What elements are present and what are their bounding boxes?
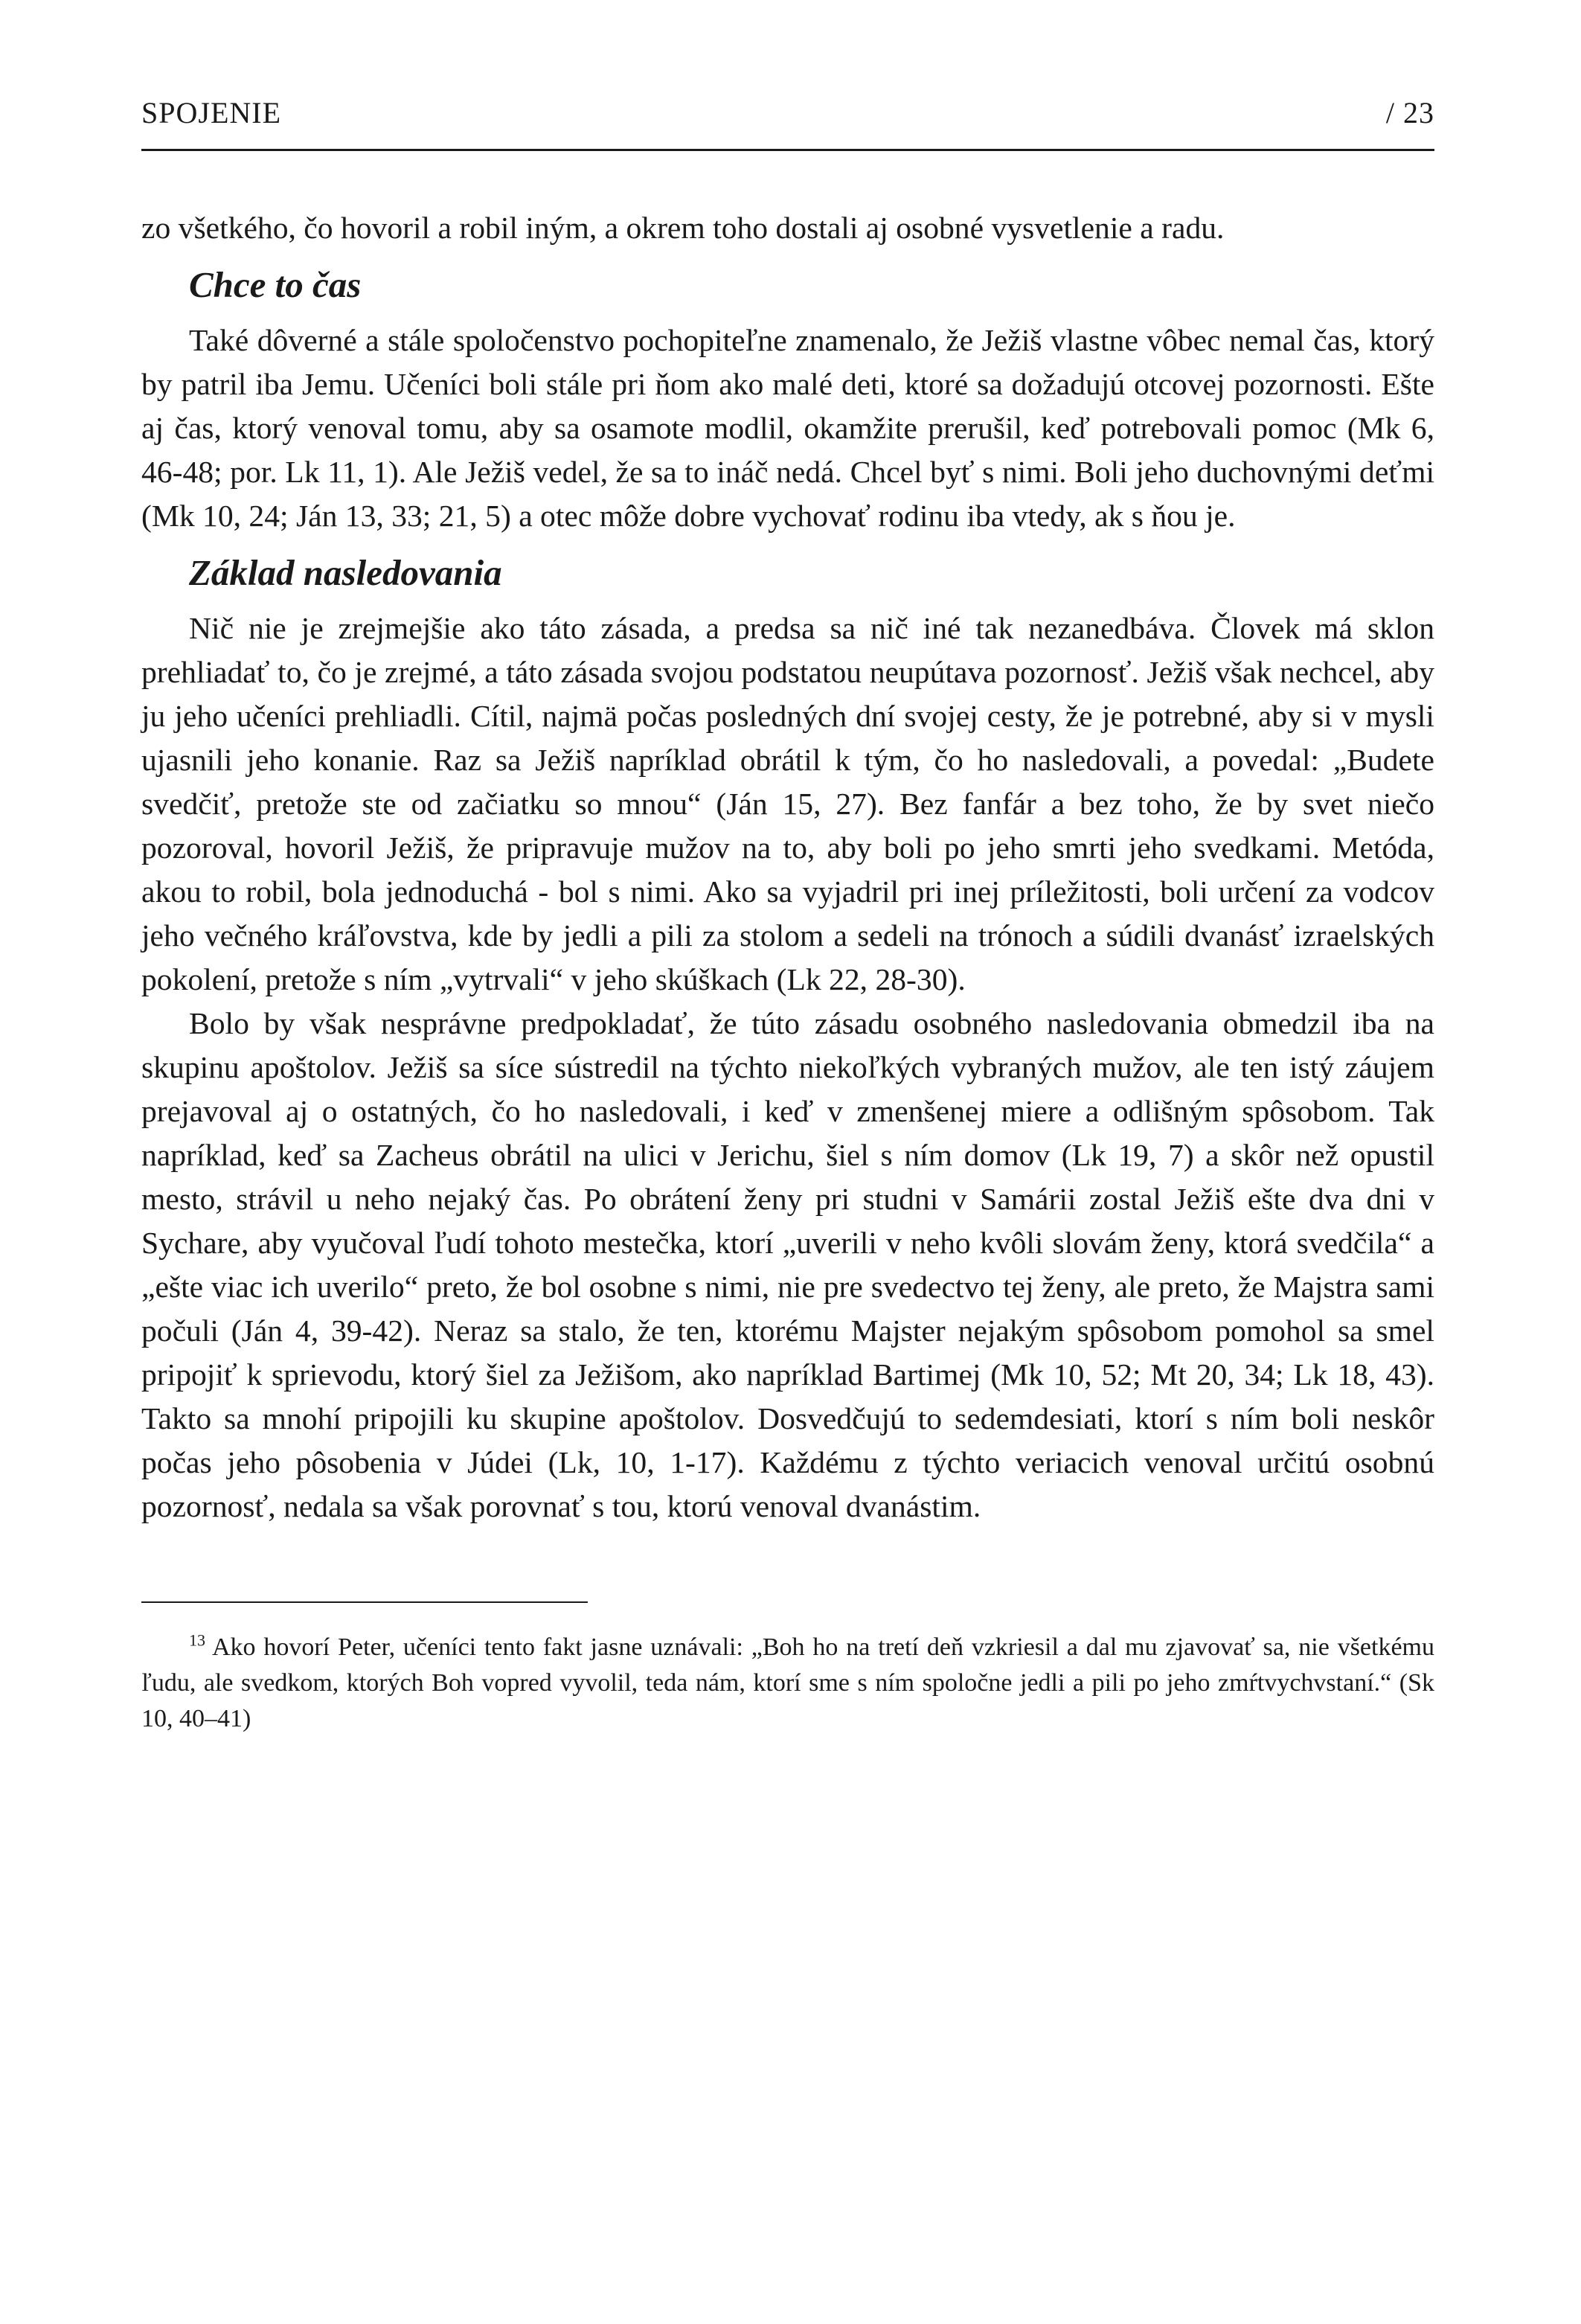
footnote-text: Ako hovorí Peter, učeníci tento fakt jasne uznávali: „Boh ho na tretí deň vzkriesil a dal mu zjavovať sa, nie všetkému ľudu, ale svedkom, ktorých Boh vopred vyvolil, teda nám, ktorí sme s ním spoločne jedli a pili po jeho zmŕtvychvstaní.“ (Sk 10, 40–41) (141, 1633, 1434, 1732)
paragraph-intro: zo všetkého, čo hovoril a robil iným, a okrem toho dostali aj osobné vysvetlenie a radu. (141, 211, 1225, 245)
section-heading-zaklad-nasledovania: Základ nasledovania (189, 552, 502, 593)
book-page (141, 95, 1434, 1737)
header-rule (141, 149, 1434, 151)
section-heading-chce-to-cas: Chce to čas (189, 264, 362, 305)
paragraph-3: Bolo by však nesprávne predpokladať, že túto zásadu osobného nasledovania obmedzil iba na skupinu apoštolov. Ježiš sa síce sústredil na týchto niekoľkých vybraných mužov, ale ten istý záujem prejavoval aj o ostatných, čo ho nasledovali, i keď v zmenšenej miere a odlišným spôsobom. Tak napríklad, keď sa Zacheus obrátil na ulici v Jerichu, šiel s ním domov (Lk 19, 7) a skôr než opustil mesto, strávil u neho nejaký čas. Po obrátení ženy pri studni v Samárii zostal Ježiš ešte dva dni v Sychare, aby vyučoval ľudí tohoto mestečka, ktorí „uverili v neho kvôli slovám ženy, ktorá svedčila“ a „ešte viac ich uverilo“ preto, že bol osobne s nimi, nie pre svedectvo tej ženy, ale preto, že Majstra sami počuli (Ján 4, 39-42). Neraz sa stalo, že ten, ktorému Majster nejakým spôsobom pomohol sa smel pripojiť k sprievodu, ktorý šiel za Ježišom, ako napríklad Bartimej (Mk 10, 52; Mt 20, 34; Lk 18, 43). Takto sa mnohí pripojili ku skupine apoštolov. Dosvedčujú to sedemdesiati, ktorí s ním boli neskôr počas jeho pôsobenia v Júdei (Lk, 10, 1-17). Každému z týchto veriacich venoval určitú osobnú pozornosť, nedala sa však porovnať s tou, ktorú venoval dvanástim. (141, 1006, 1434, 1523)
page-number: / 23 (1385, 96, 1434, 129)
paragraph-1: Také dôverné a stále spoločenstvo pochopiteľne znamenalo, že Ježiš vlastne vôbec nemal čas, ktorý by patril iba Jemu. Učeníci boli stále pri ňom ako malé deti, ktoré sa dožadujú otcovej pozornosti. Ešte aj čas, ktorý venoval tomu, aby sa osamote modlil, okamžite prerušil, keď potrebovali pomoc (Mk 6, 46-48; por. Lk 11, 1). Ale Ježiš vedel, že sa to ináč nedá. Chcel byť s nimi. Boli jeho duchovnými deťmi (Mk 10, 24; Ján 13, 33; 21, 5) a otec môže dobre vychovať rodinu iba vtedy, ak s ňou je. (141, 323, 1434, 533)
running-title: SPOJENIE (141, 96, 282, 129)
body-text (141, 206, 1434, 1528)
footnote-marker: 13 (189, 1630, 205, 1650)
footnote (141, 1630, 1434, 1737)
footnote-rule (141, 1601, 588, 1603)
running-header (141, 95, 1434, 147)
paragraph-2: Nič nie je zrejmejšie ako táto zásada, a predsa sa nič iné tak nezanedbáva. Človek má sklon prehliadať to, čo je zrejmé, a táto zásada svojou podstatou neupútava pozornosť. Ježiš však nechcel, aby ju jeho učeníci prehliadli. Cítil, najmä počas posledných dní svojej cesty, že je potrebné, aby si v mysli ujasnili jeho konanie. Raz sa Ježiš napríklad obrátil k tým, čo ho nasledovali, a povedal: „Budete svedčiť, pretože ste od začiatku so mnou“ (Ján 15, 27). Bez fanfár a bez toho, že by svet niečo pozoroval, hovoril Ježiš, že pripravuje mužov na to, aby boli po jeho smrti jeho svedkami. Metóda, akou to robil, bola jednoduchá - bol s nimi. Ako sa vyjadril pri inej príležitosti, boli určení za vodcov jeho večného kráľovstva, kde by jedli a pili za stolom a sedeli na trónoch a súdili dvanásť izraelských pokolení, pretože s ním „vytrvali“ v jeho skúškach (Lk 22, 28-30). (141, 611, 1434, 996)
